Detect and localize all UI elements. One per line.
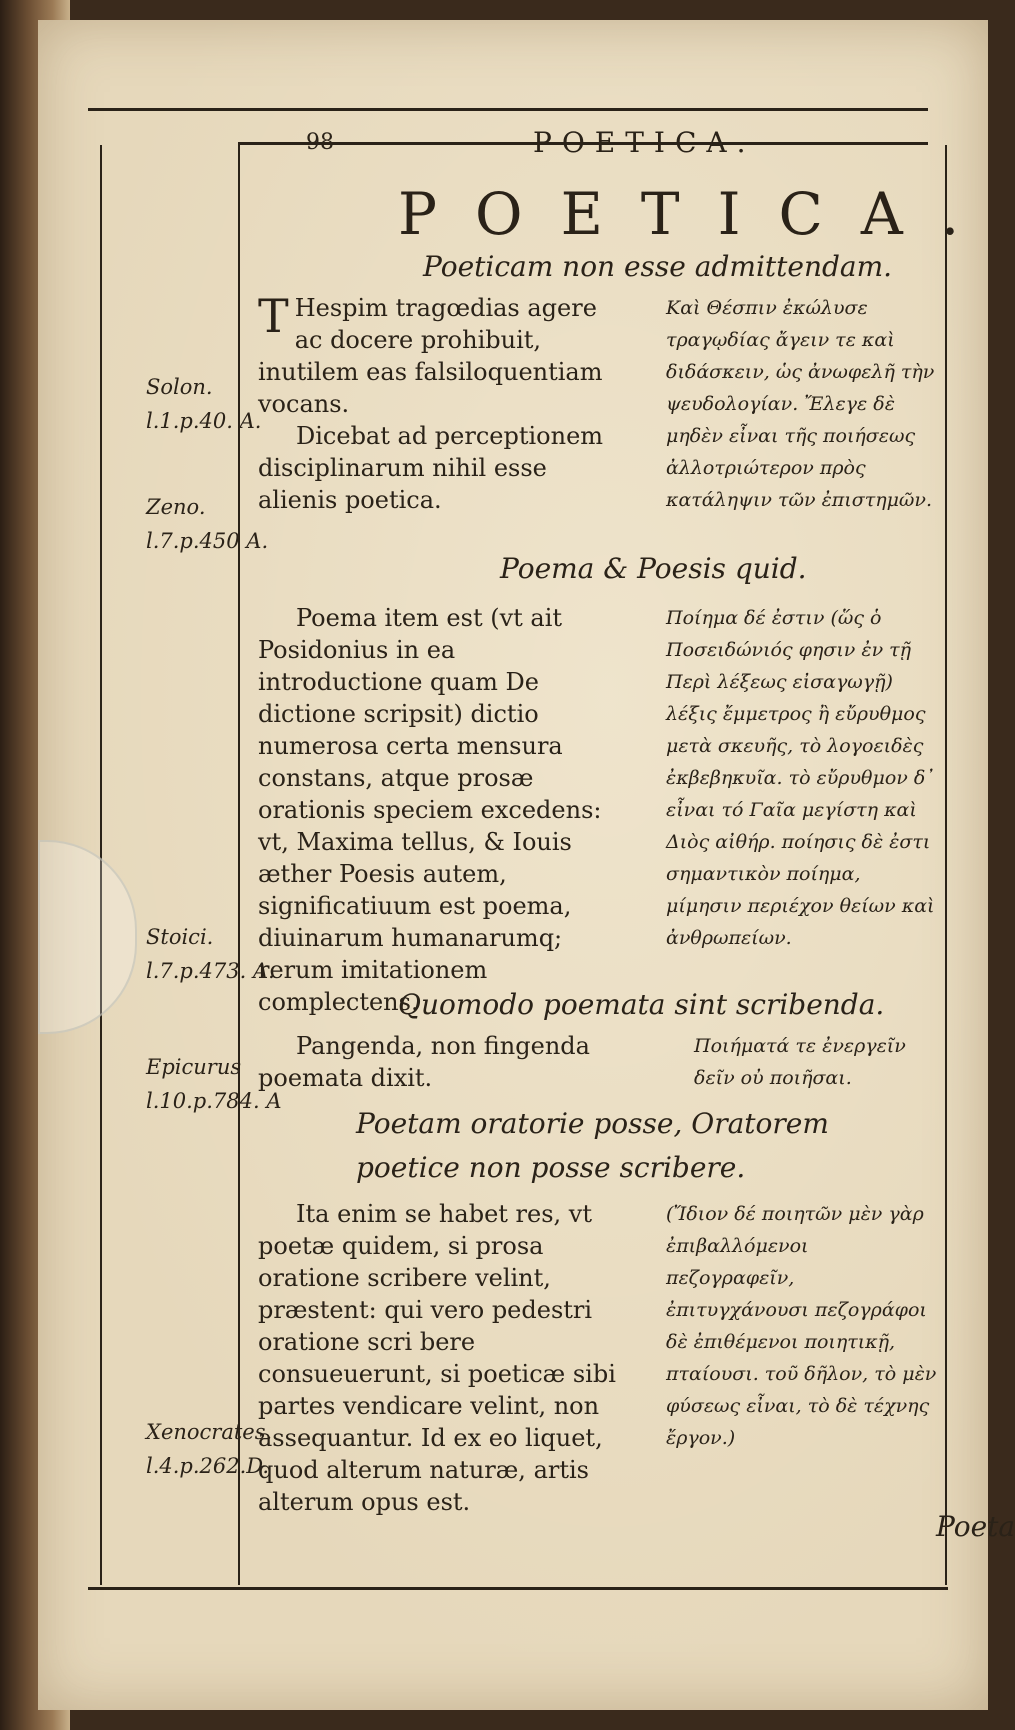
section-heading-4 xyxy=(356,1102,896,1190)
section-heading-2: Poema & Poesis quid. xyxy=(500,552,807,585)
drop-cap: T xyxy=(258,289,289,343)
margin-note-ref: l.7.p.450 A. xyxy=(146,529,269,553)
main-title: POETICA. xyxy=(398,180,998,248)
bottom-rule xyxy=(88,1587,948,1590)
top-rule xyxy=(88,108,928,111)
margin-note-ref: l.10.p.784. A xyxy=(146,1089,282,1113)
book-page xyxy=(38,20,1015,1710)
margin-note-name: Stoici. xyxy=(146,925,214,949)
margin-note-solon xyxy=(146,370,261,438)
latin-text-3: Pangenda, non fingenda poemata dixit. xyxy=(258,1032,590,1092)
section-heading-4-text: Poetam oratorie posse, Oratorem poetice non posse scribere. xyxy=(356,1107,829,1184)
latin-text-1b: Dicebat ad perceptionem disciplinarum nihil esse alienis poetica. xyxy=(258,422,604,514)
margin-note-name: Epicurus xyxy=(146,1055,242,1079)
margin-note-name: Zeno. xyxy=(146,495,206,519)
section-heading-1: Poeticam non esse admittendam. xyxy=(423,250,893,283)
margin-note-ref: l.7.p.473. A. xyxy=(146,959,275,983)
section-heading-3: Quomodo poemata sint scribenda. xyxy=(398,988,885,1021)
right-column-rule xyxy=(945,145,947,1585)
latin-text-4: Ita enim se habet res, vt poetæ quidem, si prosa oratione scribere velint, præstent: qui vero pedestri oratione scri bere consueuerunt, si poeticæ sibi partes vendicare velint, non assequantur. Id ex eo liquet, quod alterum naturæ, artis alterum opus est. xyxy=(258,1200,616,1516)
running-head: POETICA. xyxy=(533,126,756,159)
greek-text-3: Ποιήματά τε ἐνεργεῖν δεῖν οὐ ποιῆσαι. xyxy=(694,1035,906,1089)
margin-column-rule xyxy=(238,145,240,1585)
catchword: Poeta xyxy=(936,1510,1015,1543)
margin-note-name: Xenocrates. xyxy=(146,1420,273,1444)
latin-text-2: Poema item est (vt ait Posidonius in ea introductione quam De dictione scripsit) dictio numerosa certa mensura constans, atque prosæ orationis speciem excedens: vt, Maxima tellus, & Iouis æther Poesis autem, significatiuum est poema, diuinarum humanarumq; rerum imitationem complectens. xyxy=(258,604,602,1016)
margin-note-ref: l.1.p.40. A. xyxy=(146,409,262,433)
latin-text-1a xyxy=(258,289,618,420)
latin-paragraph: Hespim tragœdias agere ac docere prohibuit, inutilem eas falsiloquentiam vocans. xyxy=(258,294,603,418)
margin-note-name: Solon. xyxy=(146,375,213,399)
margin-note-stoici xyxy=(146,920,275,988)
page-number: 98 xyxy=(306,130,334,155)
greek-text-1: Καὶ Θέσπιν ἐκώλυσε τραγῳδίας ἄγειν τε καὶ διδάσκειν, ὡς ἀνωφελῆ τὴν ψευδολογίαν. Ἔλεγε δὲ μηδὲν εἶναι τῆς ποιήσεως ἀλλοτριώτερον πρὸς κατάληψιν τῶν ἐπιστημῶν. xyxy=(666,297,935,511)
greek-text-4: (Ἴδιον δέ ποιητῶν μὲν γὰρ ἐπιβαλλόμενοι πεζογραφεῖν, ἐπιτυγχάνουσι πεζογράφοι δὲ ἐπιθέμενοι ποιητικῇ, πταίουσι. τοῦ δῆλον, τὸ μὲν φύσεως εἶναι, τὸ δὲ τέχνης ἔργον.) xyxy=(666,1203,937,1449)
margin-note-zeno xyxy=(146,490,268,558)
margin-note-xenocrates xyxy=(146,1415,272,1483)
margin-note-epicurus xyxy=(146,1050,282,1118)
margin-note-ref: l.4.p.262.D. xyxy=(146,1454,270,1478)
page-clip xyxy=(38,840,137,1034)
greek-text-2: Ποίημα δέ ἐστιν (ὥς ὁ Ποσειδώνιός φησιν ἐν τῇ Περὶ λέξεως εἰσαγωγῇ) λέξις ἔμμετρος ἢ εὔρυθμος μετὰ σκευῆς, τὸ λογοειδὲς ἐκβεβηκυῖα. τὸ εὔρυθμον δ᾽ εἶναι τό Γαῖα μεγίστη καὶ Διὸς αἰθήρ. ποίησις δὲ ἐστι σημαντικὸν ποίημα, μίμησιν περιέχον θείων καὶ ἀνθρωπείων. xyxy=(666,607,935,949)
